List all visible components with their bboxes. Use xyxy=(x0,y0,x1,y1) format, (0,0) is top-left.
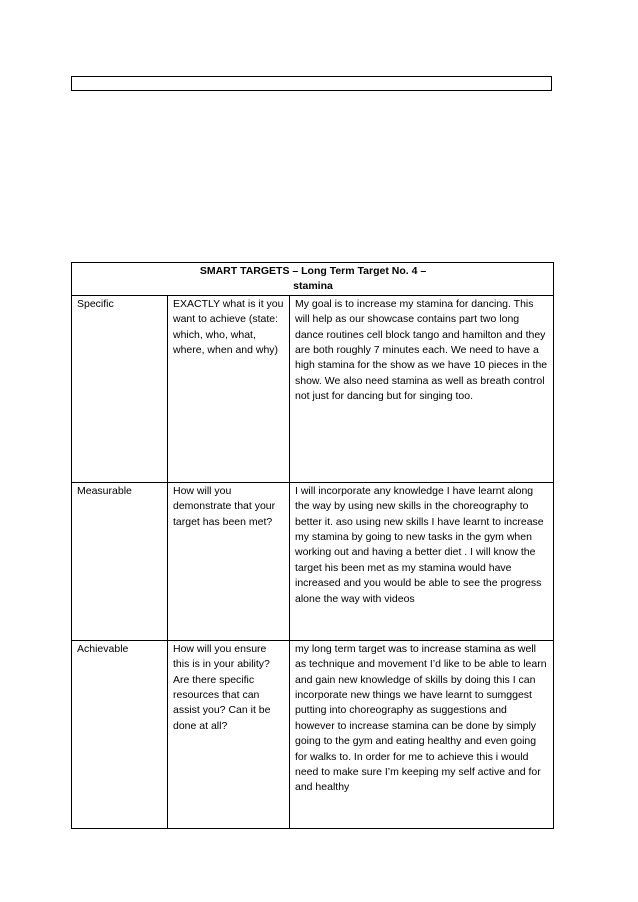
row-answer-measurable: I will incorporate any knowledge I have learnt along the way by using new skills in the choreography to better it. aso using new skills I have learnt to increase my stamina by going to new tasks in the gym when working out and having a better diet . I will know the target his been met as my stamina would have increased and you would be able to see the progress alone the way with videos xyxy=(290,482,554,640)
row-label-specific: Specific xyxy=(72,295,168,482)
table-row xyxy=(72,482,554,640)
row-answer-achievable: my long term target was to increase stamina as well as technique and movement I’d like to be able to learn and gain new knowledge of skills by doing this I can incorporate new things we have learnt to sumggest putting into choreography as suggestions and however to increase stamina can be done by simply going to the gym and eating healthy and even going for walks to. In order for me to achieve this i would need to make sure I’m keeping my self active and for and healthy xyxy=(290,640,554,828)
row-question-specific: EXACTLY what is it you want to achieve (state: which, who, what, where, when and why) xyxy=(168,295,290,482)
row-question-achievable: How will you ensure this is in your ability? Are there specific resources that can assist you? Can it be done at all? xyxy=(168,640,290,828)
table-title-cell xyxy=(72,263,554,296)
row-label-measurable: Measurable xyxy=(72,482,168,640)
row-answer-specific: My goal is to increase my stamina for dancing. This will help as our showcase contains part two long dance routines cell block tango and hamilton and they are both roughly 7 minutes each. We need to have a high stamina for the show as we have 10 pieces in the show. We also need stamina as well as breath control not just for dancing but for singing too. xyxy=(290,295,554,482)
table-title-row xyxy=(72,263,554,296)
table-title: SMART TARGETS – Long Term Target No. 4 – stamina xyxy=(199,265,427,293)
empty-header-box xyxy=(71,76,552,91)
row-label-achievable: Achievable xyxy=(72,640,168,828)
row-question-measurable: How will you demonstrate that your target has been met? xyxy=(168,482,290,640)
table-row xyxy=(72,640,554,828)
smart-targets-table xyxy=(71,262,554,829)
table-row xyxy=(72,295,554,482)
